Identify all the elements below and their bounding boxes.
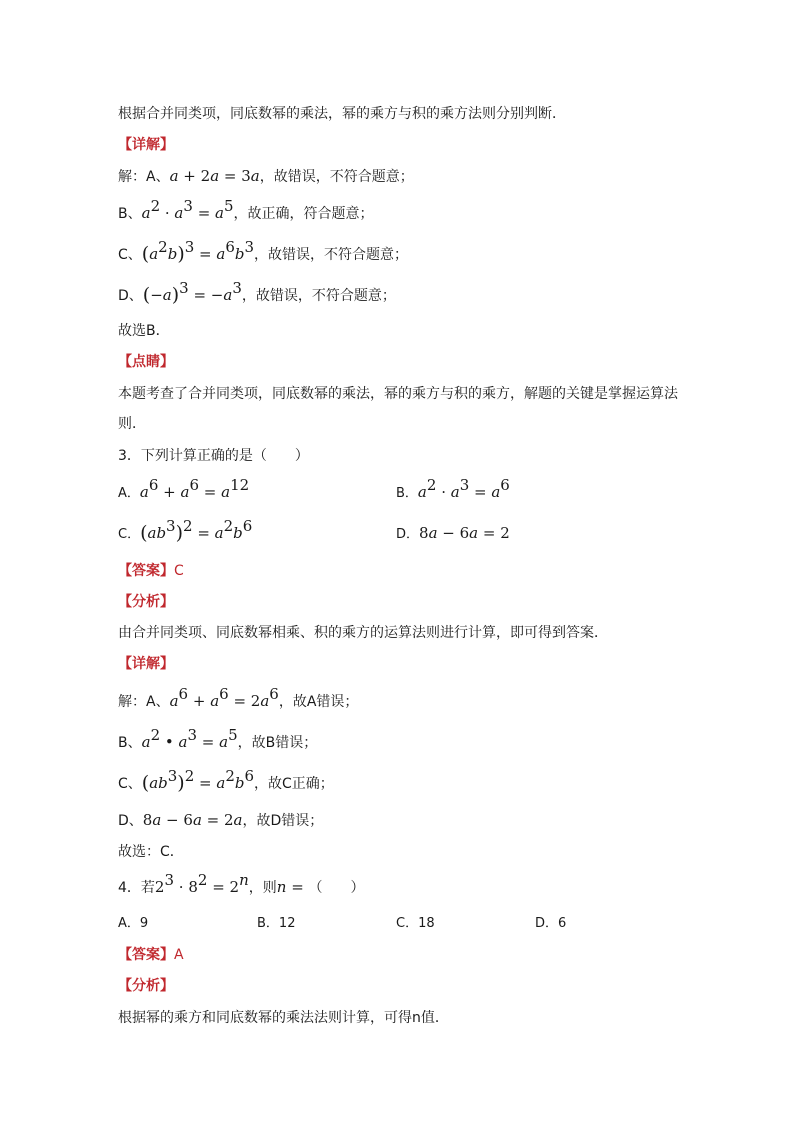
answer-value: A — [174, 947, 184, 963]
question-3-stem: 3．下列计算正确的是（ ） — [118, 448, 309, 464]
q3-option-b: B．$a^2 \cdot a^3 = a^6$ — [396, 476, 510, 501]
analysis-text: 由合并同类项、同底数幂相乘、积的乘方的运算法则进行计算，即可得到答案． — [118, 625, 608, 641]
comment-heading: 【点睛】 — [118, 354, 174, 370]
q4-option-a: A．9 — [118, 916, 149, 931]
detail-heading: 【详解】 — [118, 656, 174, 672]
comment-text-1: 本题考查了合并同类项，同底数幂的乘法，幂的乘方与积的乘方，解题的关键是掌握运算法 — [118, 386, 678, 402]
comment-text-2: 则． — [118, 416, 146, 432]
answer-line — [118, 945, 184, 965]
conclusion-text: 故选B． — [118, 323, 170, 339]
solution-line-d: D、8a − 6a = 2a，故D错误； — [118, 811, 324, 829]
solution-line-a: 解：A、a + 2a = 3a，故错误，不符合题意； — [118, 167, 414, 185]
answer-value: C — [174, 563, 184, 579]
analysis-heading: 【分析】 — [118, 978, 174, 994]
q3-option-c: C．$(ab^3)^2 = a^2b^6$ — [118, 517, 253, 544]
conclusion-text: 故选：C． — [118, 844, 184, 860]
q3-option-a: A．$a^6 + a^6 = a^{12}$ — [118, 476, 250, 501]
q4-option-d: D．6 — [535, 916, 567, 931]
solution-line-d: D、$(-a)^3 = -a^3$，故错误，不符合题意； — [118, 279, 396, 306]
solution-line-a: 解：A、$a^6 + a^6 = 2a^6$，故A错误； — [118, 685, 359, 710]
solution-line-b: B、$a^2$ • $a^3 = a^5$，故B错误； — [118, 726, 318, 751]
answer-heading: 【答案】 — [118, 947, 174, 963]
answer-heading: 【答案】 — [118, 563, 174, 579]
solution-line-b: B、$a^2 \cdot a^3 = a^5$，故正确，符合题意； — [118, 197, 374, 222]
question-4-stem: 4．若$2^3 \cdot 8^2 = 2^n$，则n = （ ） — [118, 871, 365, 896]
answer-line — [118, 561, 184, 581]
q3-option-d: D．8a − 6a = 2 — [396, 524, 510, 542]
solution-line-c: C、$(ab^3)^2 = a^2b^6$，故C正确； — [118, 767, 334, 794]
analysis-heading: 【分析】 — [118, 594, 174, 610]
solution-line-c: C、$(a^2b)^3 = a^6b^3$，故错误，不符合题意； — [118, 238, 409, 265]
q4-option-c: C．18 — [396, 916, 435, 931]
q4-option-b: B．12 — [257, 916, 296, 931]
detail-heading: 【详解】 — [118, 137, 174, 153]
analysis-text: 根据幂的乘方和同底数幂的乘法法则计算，可得n值． — [118, 1010, 449, 1026]
analysis-text: 根据合并同类项，同底数幂的乘法，幂的乘方与积的乘方法则分别判断． — [118, 106, 566, 122]
